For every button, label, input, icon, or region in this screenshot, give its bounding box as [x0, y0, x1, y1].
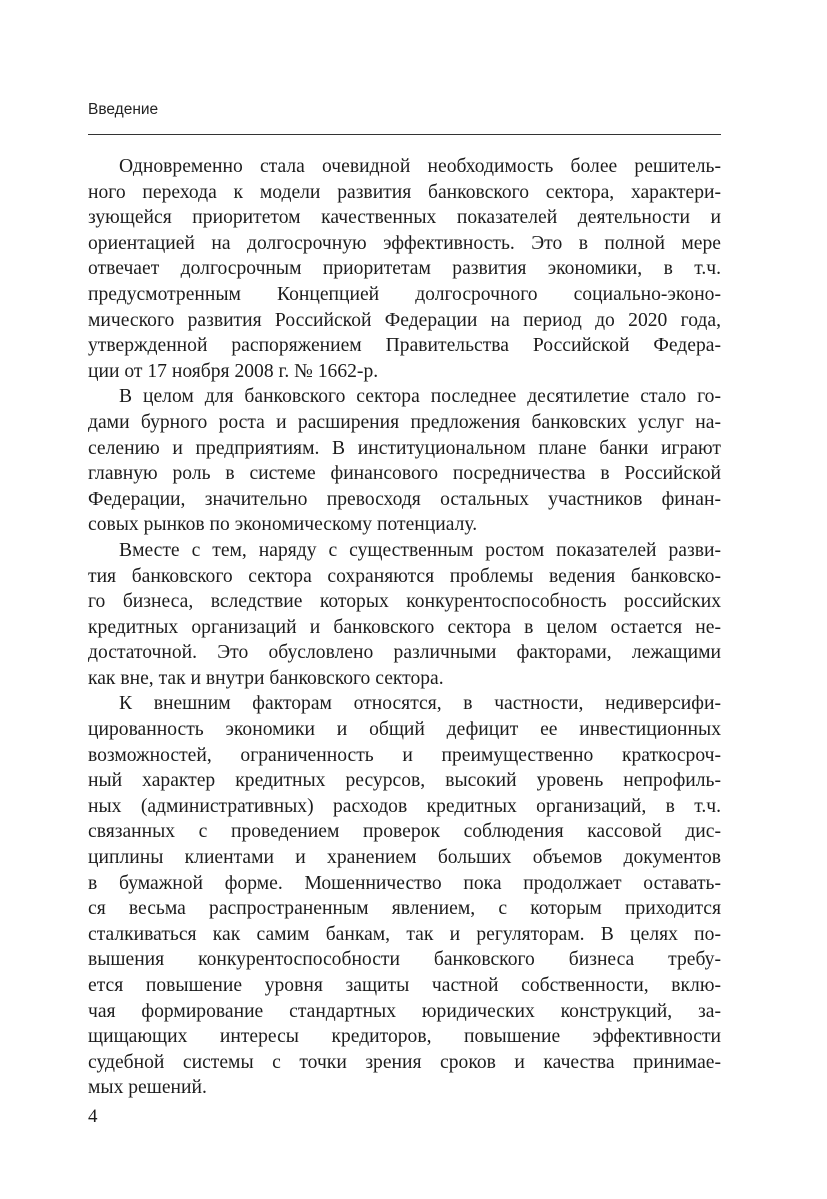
text-line: вышения конкурентоспособности банковского бизнеса требу-: [88, 949, 721, 971]
text-line: ный характер кредитных ресурсов, высокий уровень непрофиль-: [88, 770, 721, 792]
text-line: связанных с проведением проверок соблюдения кассовой дис-: [88, 821, 721, 843]
text-line: В целом для банковского сектора последнее десятилетие стало го-: [119, 386, 721, 408]
paragraph-3: [88, 538, 721, 692]
running-head: Введение: [88, 101, 159, 118]
text-line: отвечает долгосрочным приоритетам развития экономики, в т.ч.: [88, 258, 721, 280]
paragraph-1: [88, 154, 721, 384]
text-line: щищающих интересы кредиторов, повышение эффективности: [88, 1026, 721, 1048]
text-line: Вместе с тем, наряду с существенным ростом показателей разви-: [119, 539, 721, 561]
page-number: 4: [88, 1106, 98, 1127]
text-line: зующейся приоритетом качественных показателей деятельности и: [88, 207, 721, 229]
text-line: в бумажной форме. Мошенничество пока продолжает оставать-: [88, 872, 721, 894]
text-line: возможностей, ограниченность и преимущественно краткосроч-: [88, 744, 721, 766]
text-line: как вне, так и внутри банковского сектора.: [88, 667, 444, 689]
text-line: ции от 17 ноября 2008 г. № 1662-р.: [88, 360, 379, 382]
text-line: главную роль в системе финансового посредничества в Российской: [88, 463, 721, 485]
text-line: достаточной. Это обусловлено различными факторами, лежащими: [88, 642, 721, 664]
text-line: селению и предприятиям. В институциональном плане банки играют: [88, 437, 721, 459]
header-rule: [88, 134, 721, 135]
text-line: предусмотренным Концепцией долгосрочного социально-эконо-: [88, 283, 721, 305]
text-line: тия банковского сектора сохраняются проблемы ведения банковско-: [88, 565, 721, 587]
text-line: кредитных организаций и банковского сектора в целом остается не-: [88, 616, 721, 638]
text-line: ся весьма распространенным явлением, с которым приходится: [88, 898, 721, 920]
text-line: ного перехода к модели развития банковского сектора, характери-: [88, 181, 721, 203]
text-line: ориентацией на долгосрочную эффективность. Это в полной мере: [88, 232, 721, 254]
text-line: Федерации, значительно превосходя остальных участников финан-: [88, 488, 721, 510]
text-line: чая формирование стандартных юридических конструкций, за-: [88, 1000, 721, 1022]
text-line: судебной системы с точки зрения сроков и качества принимае-: [88, 1051, 721, 1073]
text-line: Одновременно стала очевидной необходимость более решитель-: [119, 156, 721, 177]
text-line: цированность экономики и общий дефицит ее инвестиционных: [88, 719, 721, 741]
text-line: ется повышение уровня защиты частной собственности, вклю-: [88, 975, 721, 996]
body-text: [88, 154, 721, 1101]
text-line: утвержденной распоряжением Правительства Российской Федера-: [88, 335, 721, 357]
text-line: К внешним факторам относятся, в частности, недиверсифи-: [119, 693, 721, 715]
paragraph-4: [88, 691, 721, 1101]
text-line: го бизнеса, вследствие которых конкурентоспособность российских: [88, 591, 721, 613]
text-line: дами бурного роста и расширения предложения банковских услуг на-: [88, 411, 721, 433]
text-line: циплины клиентами и хранением больших объемов документов: [88, 847, 721, 869]
text-line: мического развития Российской Федерации на период до 2020 года,: [88, 309, 721, 331]
text-line: мых решений.: [88, 1077, 207, 1099]
paragraph-2: [88, 384, 721, 538]
text-line: сталкиваться как самим банкам, так и регуляторам. В целях по-: [88, 923, 721, 945]
text-line: ных (административных) расходов кредитных организаций, в т.ч.: [88, 795, 721, 817]
text-line: совых рынков по экономическому потенциалу.: [88, 514, 478, 536]
